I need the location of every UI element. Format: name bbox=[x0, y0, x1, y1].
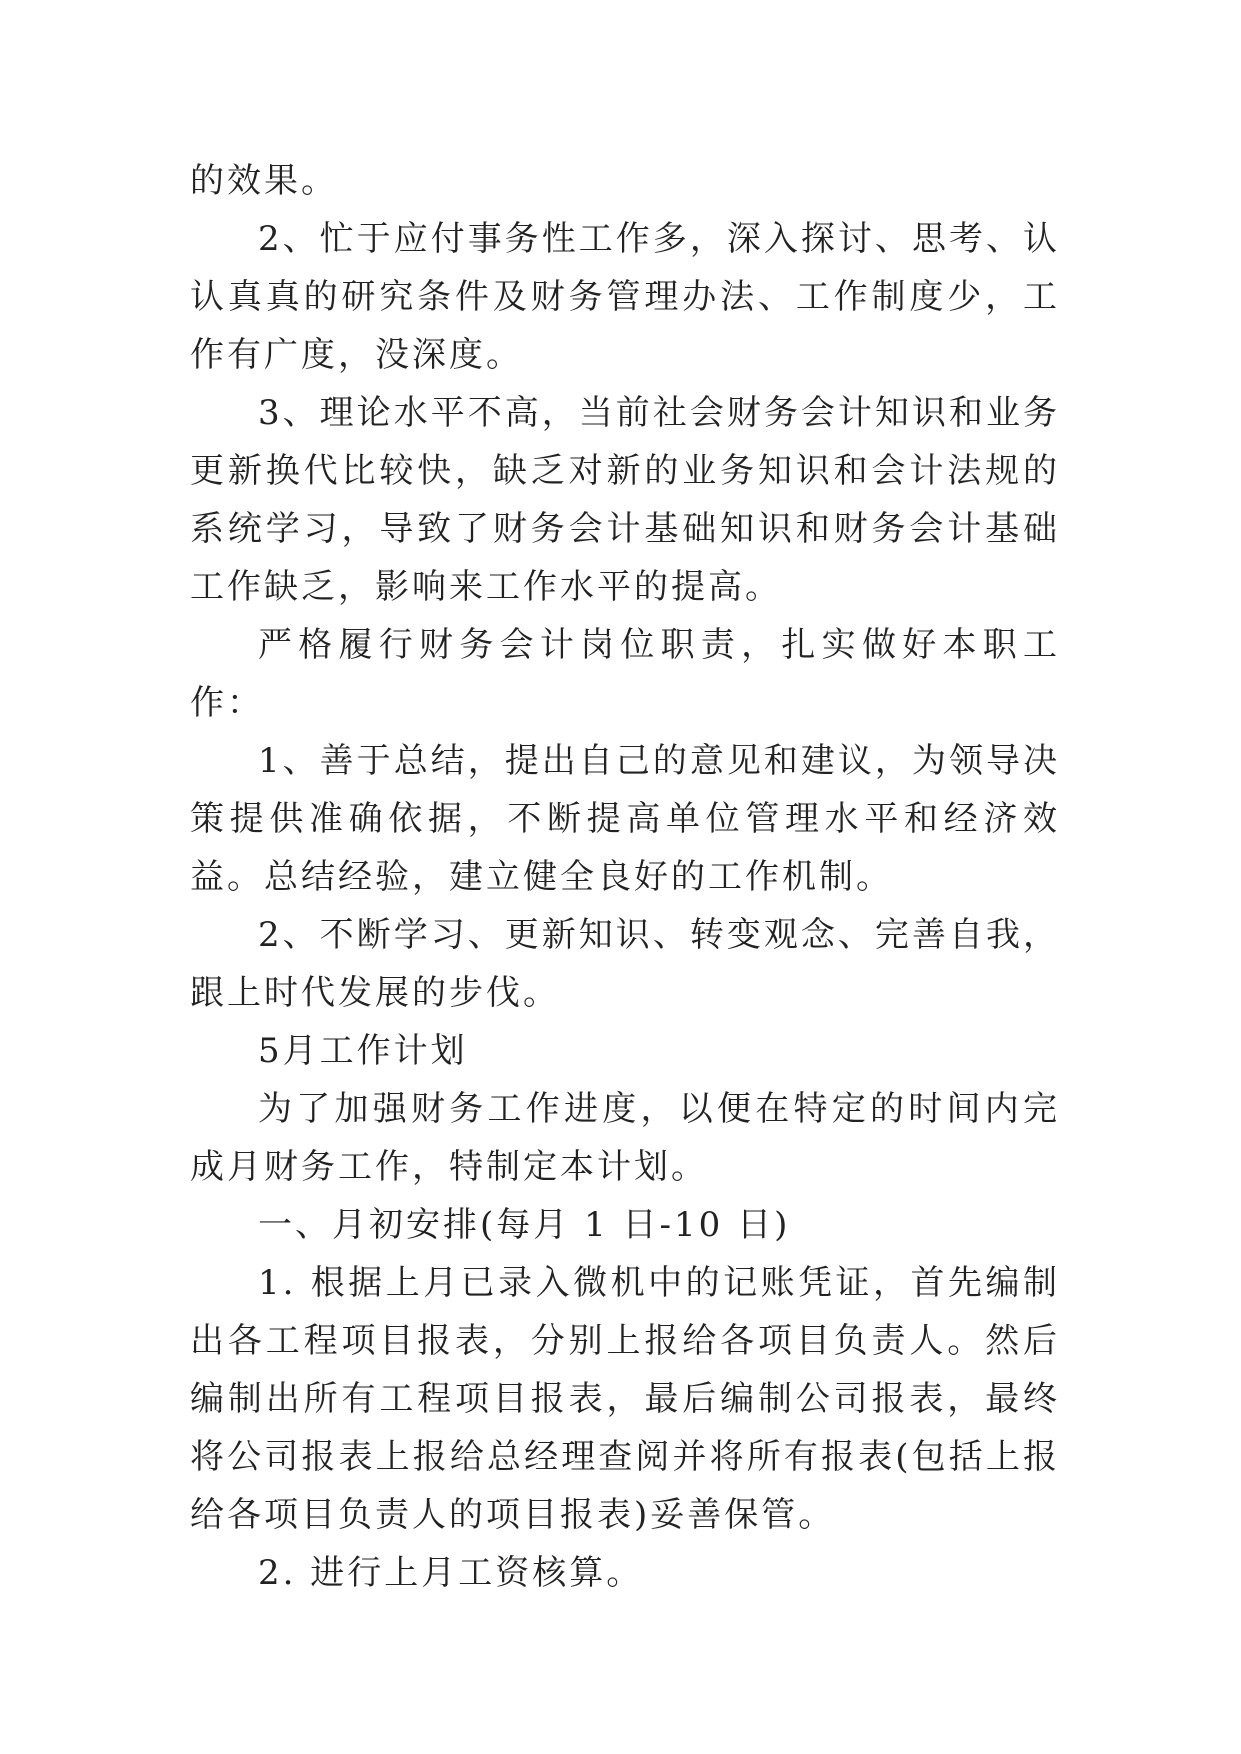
paragraph-duty-2: 2、不断学习、更新知识、转变观念、完善自我，跟上时代发展的步伐。 bbox=[190, 915, 1060, 1013]
paragraph-duty-1: 1、善于总结，提出自己的意见和建议，为领导决策提供准确依据，不断提高单位管理水平和经济效益。总结经验，建立健全良好的工作机制。 bbox=[190, 741, 1060, 897]
paragraph-plan-intro: 为了加强财务工作进度，以便在特定的时间内完成月财务工作，特制定本计划。 bbox=[190, 1089, 1060, 1187]
paragraph-plan-item-2: 2. 进行上月工资核算。 bbox=[258, 1553, 644, 1593]
paragraph-item-3-theory: 3、理论水平不高，当前社会财务会计知识和业务更新换代比较快，缺乏对新的业务知识和会计法规的系统学习，导致了财务会计基础知识和财务会计基础工作缺乏，影响来工作水平的提高。 bbox=[190, 393, 1060, 607]
section-heading-month-start: 一、月初安排(每月 1 日-10 日) bbox=[258, 1205, 791, 1245]
paragraph-duties-heading: 严格履行财务会计岗位职责，扎实做好本职工作： bbox=[190, 625, 1060, 723]
paragraph-plan-item-1: 1. 根据上月已录入微机中的记账凭证，首先编制出各工程项目报表，分别上报给各项目负责人。然后编制出所有工程项目报表，最后编制公司报表，最终将公司报表上报给总经理查阅并将所有报表(包括上报给各项目负责人的项目报表)妥善保管。 bbox=[190, 1263, 1060, 1535]
paragraph-continuation: 的效果。 bbox=[190, 161, 338, 201]
paragraph-item-2-workload: 2、忙于应付事务性工作多，深入探讨、思考、认认真真的研究条件及财务管理办法、工作制度少，工作有广度，没深度。 bbox=[190, 219, 1060, 375]
document-body bbox=[190, 152, 1060, 1602]
section-title-may-plan: 5月工作计划 bbox=[258, 1031, 468, 1071]
